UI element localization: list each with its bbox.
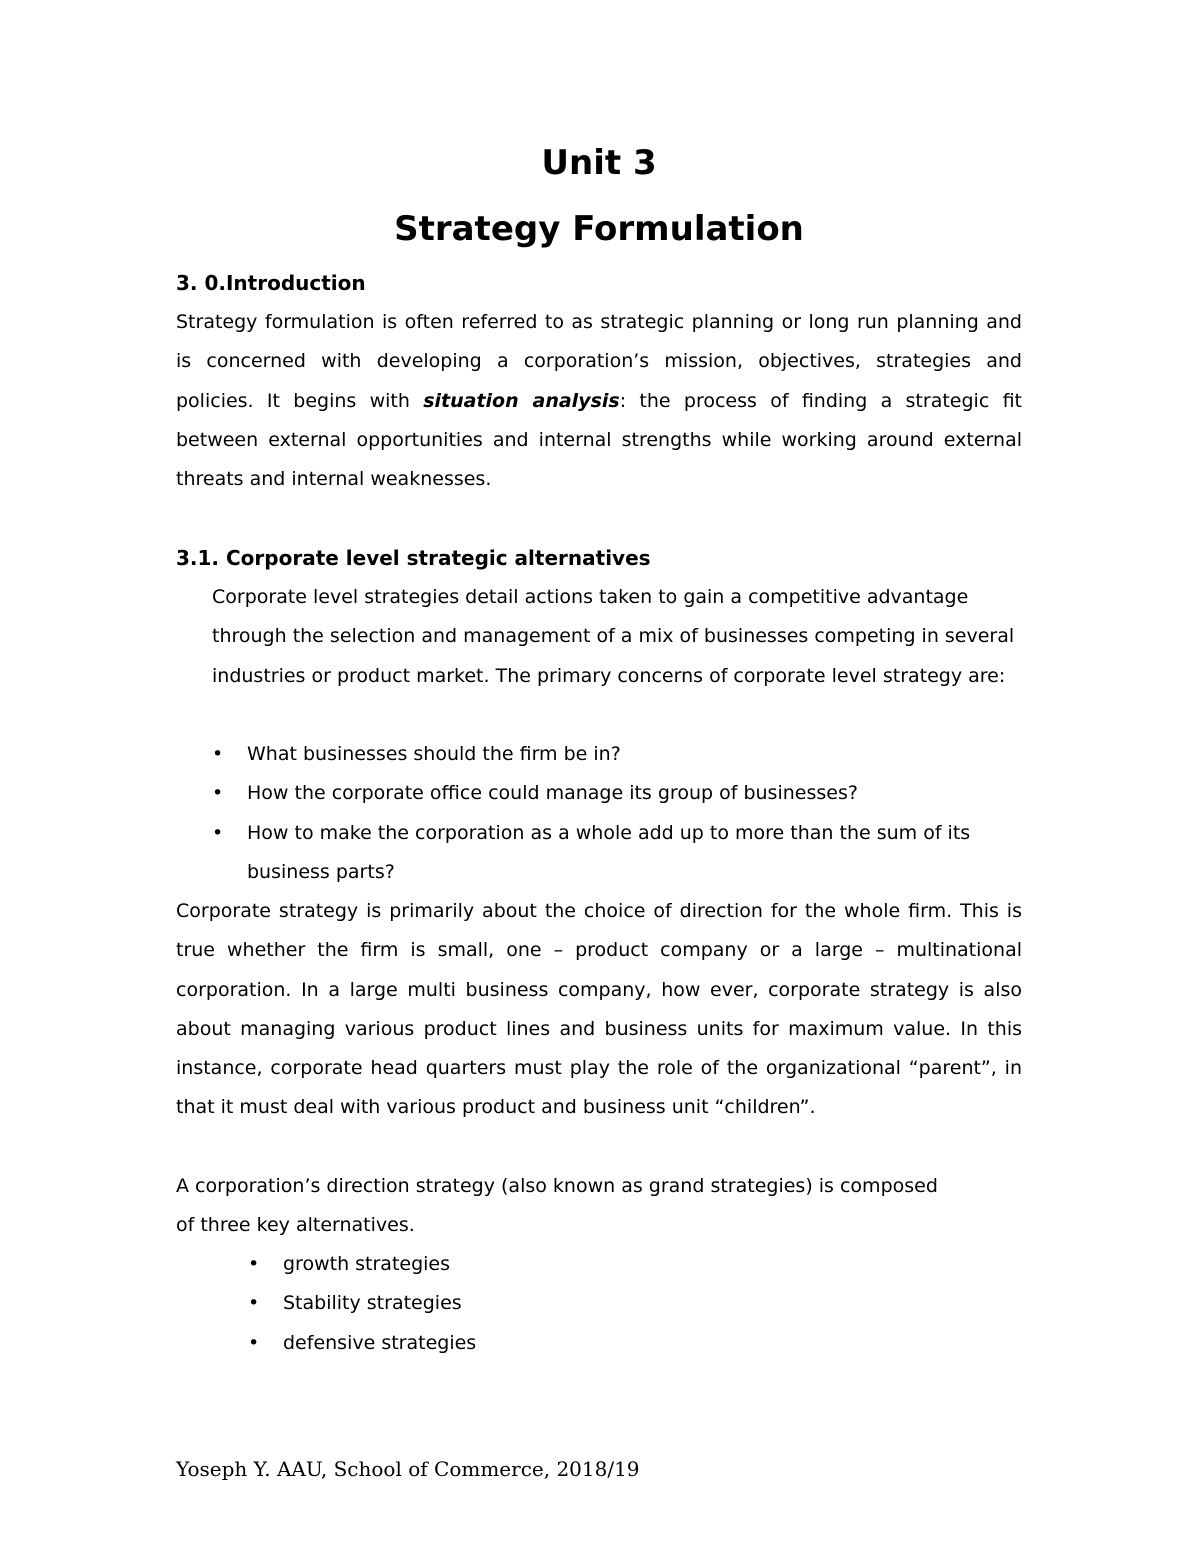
list-item-text: defensive strategies	[283, 1331, 477, 1354]
intro-text-after: : the process of finding a strategic fit between external opportunities and internal strengths while working around external threats and internal weaknesses.	[176, 389, 1022, 491]
list-item	[248, 1245, 848, 1284]
corporate-level-intro: Corporate level strategies detail actions taken to gain a competitive advantage through the selection and management of a mix of businesses competing in several industries or product market. The primary concerns of corporate level strategy are:	[212, 586, 1015, 687]
list-item	[248, 1324, 848, 1363]
list-item	[248, 1284, 848, 1323]
list-item	[212, 774, 1022, 813]
intro-text-before: Strategy formulation is often referred to as strategic planning or long run planning and is concerned with developing a corporation’s mission, objectives, strategies and policies. It begins with	[176, 311, 1022, 412]
document-page	[176, 0, 1022, 1553]
document-title: Strategy Formulation	[394, 209, 804, 249]
corporate-strategy-paragraph: Corporate strategy is primarily about the choice of direction for the whole firm. This is true whether the firm is small, one – product company or a large – multinational corporation. In a large multi business company, how ever, corporate strategy is also about managing various product lines and business units for maximum value. In this instance, corporate head quarters must play the role of the organizational “parent”, in that it must deal with various product and business unit “children”.	[176, 900, 1022, 1119]
bullet-icon: •	[248, 1331, 260, 1354]
bullet-icon: •	[212, 821, 224, 844]
alternatives-list	[248, 1245, 848, 1363]
list-item-text: Stability strategies	[283, 1292, 462, 1315]
direction-strategy-paragraph: A corporation’s direction strategy (also known as grand strategies) is composed of three key alternatives.	[176, 1175, 938, 1237]
intro-heading: 3. 0.Introduction	[176, 271, 366, 295]
unit-title: Unit 3	[541, 143, 657, 183]
list-item-text: How the corporate office could manage its group of businesses?	[247, 782, 858, 805]
bullet-icon: •	[212, 743, 224, 765]
bullet-icon: •	[248, 1253, 260, 1275]
section-3-1-heading: 3.1. Corporate level strategic alternatives	[176, 546, 651, 570]
concerns-list	[212, 735, 1022, 892]
bullet-icon: •	[212, 782, 224, 805]
list-item	[212, 814, 1022, 893]
list-item	[212, 735, 1022, 774]
situation-analysis-term: situation analysis	[423, 389, 620, 412]
list-item-text: What businesses should the firm be in?	[247, 743, 621, 765]
list-item-text: How to make the corporation as a whole add up to more than the sum of its business parts?	[247, 821, 971, 883]
intro-paragraph	[176, 303, 1022, 499]
page-footer: Yoseph Y. AAU, School of Commerce, 2018/19	[176, 1457, 640, 1481]
list-item-text: growth strategies	[283, 1253, 451, 1275]
bullet-icon: •	[248, 1292, 260, 1315]
